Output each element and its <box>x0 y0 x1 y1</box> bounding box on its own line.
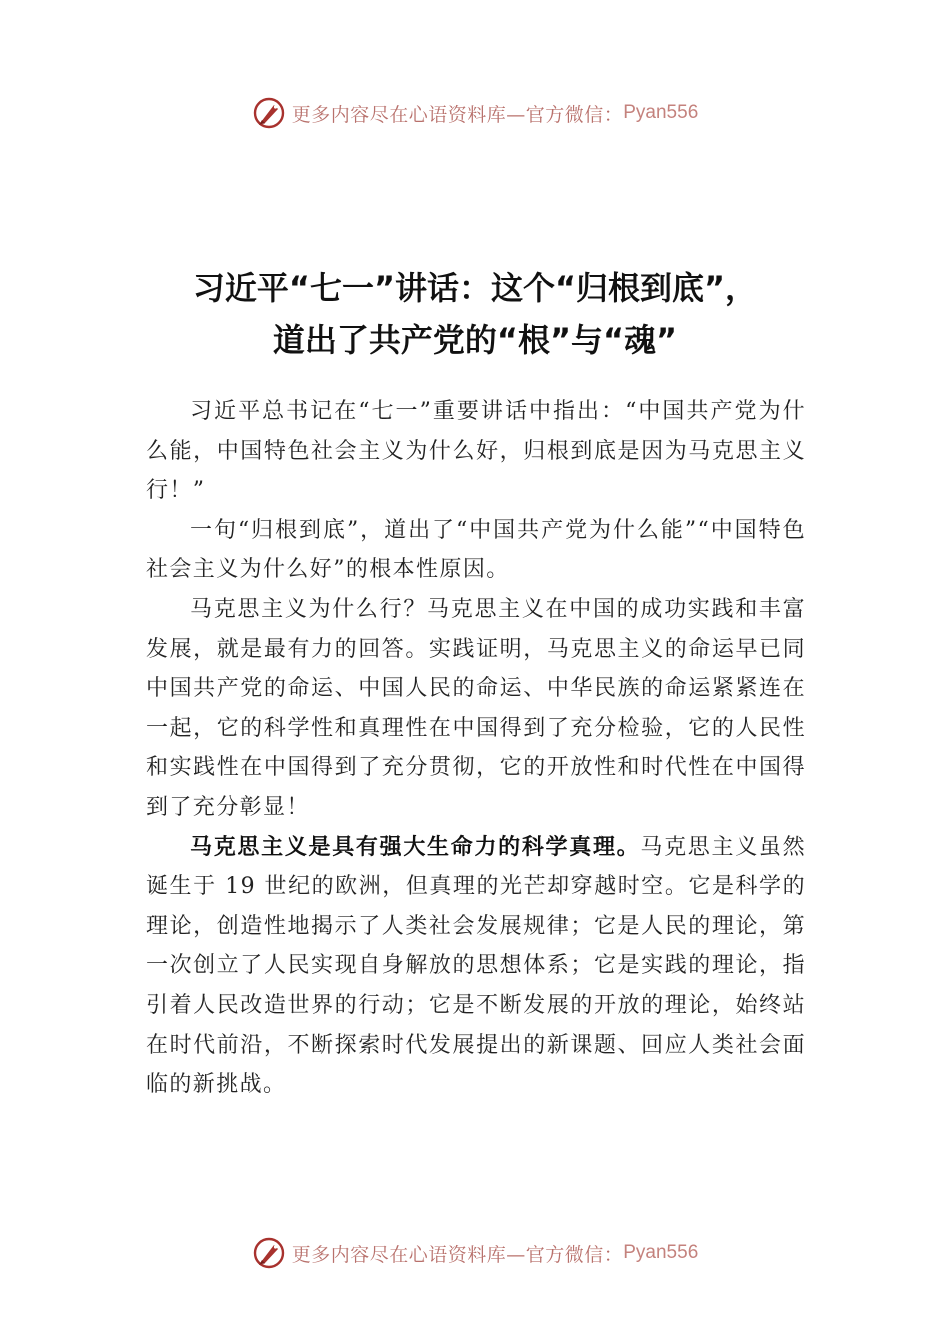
article-title <box>120 262 830 366</box>
paragraph-3: 马克思主义为什么行？马克思主义在中国的成功实践和丰富发展，就是最有力的回答。实践证明，马克思主义的命运早已同中国共产党的命运、中国人民的命运、中华民族的命运紧紧连在一起，它的科学性和真理性在中国得到了充分检验，它的人民性和实践性在中国得到了充分贯彻，它的开放性和时代性在中国得到了充分彰显！ <box>146 596 806 820</box>
wechat-account: Pyan556 <box>623 1242 699 1263</box>
paragraph-4-text: 马克思主义虽然诞生于 19 世纪的欧洲，但真理的光芒却穿越时空。它是科学的理论，创造性地揭示了人类社会发展规律；它是人民的理论，第一次创立了人民实现自身解放的思想体系；它是实践的理论，指引着人民改造世界的行动；它是不断发展的开放的理论，始终站在时代前沿，不断探索时代发展提出的新课题、回应人类社会面临的新挑战。 <box>146 834 806 1098</box>
pen-nib-logo-icon <box>252 96 286 130</box>
title-line-1: 习近平“七一”讲话：这个“归根到底”， <box>192 269 758 307</box>
paragraph-1: 习近平总书记在“七一”重要讲话中指出：“中国共产党为什么能，中国特色社会主义为什么好，归根到底是因为马克思主义行！” <box>146 399 806 504</box>
paragraph-4-bold-lead: 马克思主义是具有强大生命力的科学真理。 <box>190 834 641 860</box>
header-banner <box>0 93 950 133</box>
paragraph-4 <box>146 828 806 1105</box>
article-body <box>146 392 806 1105</box>
banner-text: 更多内容尽在心语资料库—官方微信： <box>291 103 624 126</box>
wechat-account: Pyan556 <box>623 102 699 123</box>
paragraph-2: 一句“归根到底”，道出了“中国共产党为什么能”“中国特色社会主义为什么好”的根本性原因。 <box>146 517 806 583</box>
banner-text: 更多内容尽在心语资料库—官方微信： <box>291 1243 624 1266</box>
pen-nib-logo-icon <box>252 1236 286 1270</box>
title-line-2: 道出了共产党的“根”与“魂” <box>272 321 678 359</box>
footer-banner <box>0 1233 950 1273</box>
